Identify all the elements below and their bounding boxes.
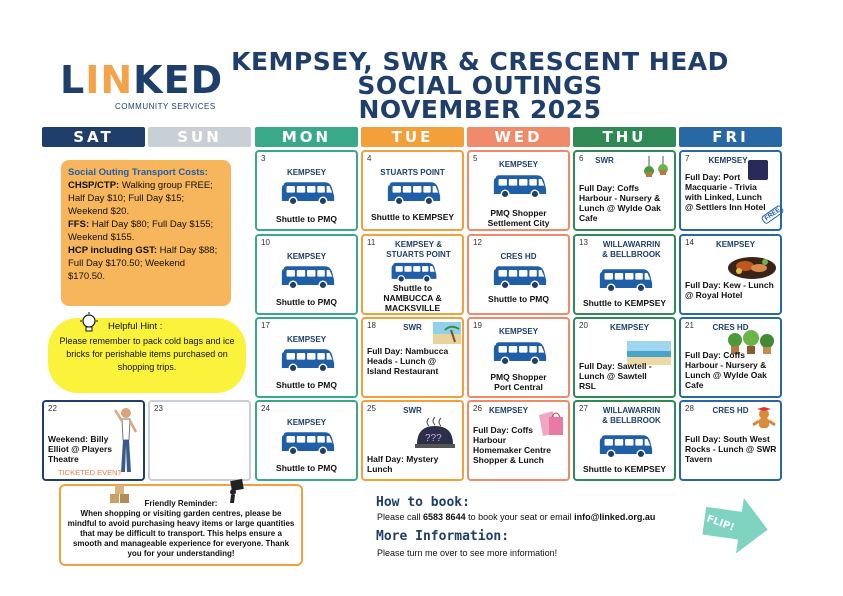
calendar-day-26: 26 KEMPSEY Full Day: Coffs Harbour Homemaker Centre Shopper & Lunch <box>467 400 570 481</box>
beach-icon <box>433 322 461 344</box>
calendar-day-5: 5 KEMPSEY PMQ Shopper Settlement City <box>467 150 570 231</box>
calendar-day-22: 22 Weekend: Billy Elliot @ Players Theatre TICKETED EVENT <box>42 400 145 481</box>
transport-costs-box: Social Outing Transport Costs: CHSP/CTP: Walking group FREE; Half Day $10; Full Day $15; Weekend $20. FFS: Half Day $80; Full Day $155; Weekend $155. HCP including GST: Half Day $88; Full Day $170.50; Weekend $170.50. <box>61 160 231 306</box>
hint-body: Please remember to pack cold bags and ice bricks for perishable items purchased on shopping trips. <box>59 336 235 372</box>
more-info-heading: More Information: <box>376 529 510 544</box>
calendar-day-19: 19 KEMPSEY PMQ Shopper Port Central <box>467 317 570 398</box>
day-header-mon: MON <box>255 127 358 147</box>
day-header-thu: THU <box>573 127 676 147</box>
calendar-day-6: 6 SWR Full Day: Coffs Harbour - Nursery & Lunch @ Wylde Oak Cafe <box>573 150 676 231</box>
calendar-day-18: 18 SWR Full Day: Nambucca Heads - Lunch @ Island Restaurant <box>361 317 464 398</box>
boxes-icon <box>109 480 131 504</box>
bus-icon <box>492 174 548 199</box>
mystery-dish-icon <box>413 416 457 450</box>
calendar-day-21: 21 CRES HD Full Day: Coffs Harbour - Nursery & Lunch @ Wylde Oak Cafe <box>679 317 782 398</box>
bus-icon <box>280 348 336 373</box>
bus-icon <box>492 265 548 290</box>
title-line-1: KEMPSEY, SWR & CRESCENT HEAD <box>231 47 729 76</box>
calendar-day-24: 24 KEMPSEY Shuttle to PMQ <box>255 400 358 481</box>
calendar-day-4: 4 STUARTS POINT Shuttle to KEMPSEY <box>361 150 464 231</box>
day-header-fri: FRI <box>679 127 782 147</box>
calendar-day-11: 11 KEMPSEY & STUARTS POINT Shuttle to NAMBUCCA & MACKSVILLE <box>361 234 464 315</box>
bus-icon <box>386 181 442 206</box>
phone-number[interactable]: 6583 8644 <box>423 512 466 522</box>
carrying-person-icon <box>225 478 247 504</box>
calendar-day-28: 28 CRES HD Full Day: South West Rocks - Lunch @ SWR Tavern <box>679 400 782 481</box>
calendar-day-10: 10 KEMPSEY Shuttle to PMQ <box>255 234 358 315</box>
hint-title: Helpful Hint : <box>108 321 163 332</box>
flip-arrow[interactable] <box>700 495 770 557</box>
costs-heading: Social Outing Transport Costs: <box>68 167 208 178</box>
email-link[interactable]: info@linked.org.au <box>574 512 656 522</box>
flip-label: FLIP! <box>704 513 736 534</box>
calendar-day-14: 14 KEMPSEY Full Day: Kew - Lunch @ Royal Hotel <box>679 234 782 315</box>
how-to-book-heading: How to book: <box>376 495 470 510</box>
bus-icon <box>598 434 654 459</box>
free-badge: FREE <box>761 204 785 225</box>
logo: LINKED <box>60 58 224 102</box>
ticketed-event-tag: TICKETED EVENT <box>58 468 123 477</box>
helpful-hint <box>48 318 246 393</box>
calendar-day-7: 7 KEMPSEY Full Day: Port Macquarie - Trivia with Linked, Lunch @ Settlers Inn Hotel FREE <box>679 150 782 231</box>
calendar-day-20: 20 KEMPSEY Full Day: Sawtell - Lunch @ Sawtell RSL <box>573 317 676 398</box>
day-header-tue: TUE <box>361 127 464 147</box>
day-header-sat: SAT <box>42 127 145 147</box>
calendar-day-23: 23 <box>148 400 251 481</box>
logo-subtitle: COMMUNITY SERVICES <box>115 102 216 111</box>
more-info-text: Please turn me over to see more information! <box>377 548 558 558</box>
how-to-book-text: Please call 6583 8644 to book your seat or email info@linked.org.au <box>377 512 656 522</box>
gingerbread-icon <box>751 407 777 433</box>
dancer-icon <box>112 406 138 476</box>
hanging-plants-icon <box>641 156 671 182</box>
title-line-2: SOCIAL OUTINGS <box>357 71 603 100</box>
bus-icon <box>280 181 336 206</box>
day-header-wed: WED <box>467 127 570 147</box>
reminder-body: When shopping or visiting garden centres, please be mindful to avoid purchasing heavy items or large quantities that may be difficult to transport. This helps ensure a smooth and manageable experience for everyone. Thank you for your understanding! <box>67 509 295 558</box>
bus-icon <box>280 431 336 456</box>
bus-icon <box>390 262 438 283</box>
day-header-sun: SUN <box>148 127 251 147</box>
calendar-day-17: 17 KEMPSEY Shuttle to PMQ <box>255 317 358 398</box>
calendar-day-13: 13 WILLAWARRIN & BELLBROOK Shuttle to KEMPSEY <box>573 234 676 315</box>
bus-icon <box>598 268 654 293</box>
calendar-day-3: 3 KEMPSEY Shuttle to PMQ <box>255 150 358 231</box>
reminder-title: Friendly Reminder: <box>144 499 218 508</box>
bus-icon <box>492 341 548 366</box>
lightbulb-icon <box>78 312 100 334</box>
calendar-day-12: 12 CRES HD Shuttle to PMQ <box>467 234 570 315</box>
friendly-reminder-box <box>59 484 303 566</box>
svg-text:???: ??? <box>425 433 442 444</box>
calendar-day-25: 25 SWR ??? Half Day: Mystery Lunch <box>361 400 464 481</box>
calendar-day-27: 27 WILLAWARRIN & BELLBROOK Shuttle to KEMPSEY <box>573 400 676 481</box>
bus-icon <box>280 265 336 290</box>
food-platter-icon <box>727 252 777 280</box>
title-line-3: NOVEMBER 2025 <box>358 95 602 124</box>
